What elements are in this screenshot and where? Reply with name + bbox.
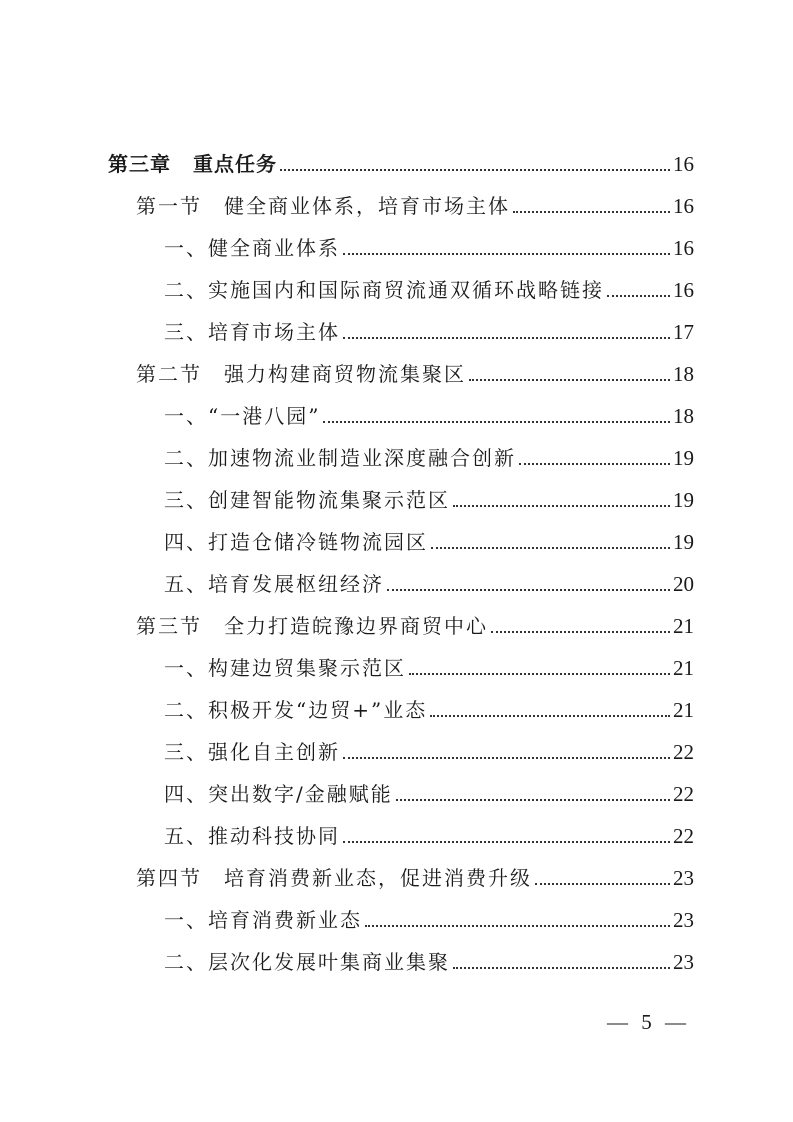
- toc-item-label: 一、构建边贸集聚示范区: [164, 656, 406, 680]
- toc-item-row[interactable]: [164, 479, 694, 513]
- toc-section-label: 第二节 强力构建商贸物流集聚区: [136, 362, 466, 386]
- dot-leader: [431, 547, 670, 549]
- toc-item-label: 三、强化自主创新: [164, 740, 340, 764]
- dot-leader: [280, 169, 670, 171]
- toc-page-number: 22: [673, 782, 694, 806]
- toc-item-row[interactable]: [164, 899, 694, 933]
- toc-page-number: 19: [673, 488, 694, 512]
- toc-item-label: 二、实施国内和国际商贸流通双循环战略链接: [164, 278, 604, 302]
- toc-item-label: 三、培育市场主体: [164, 320, 340, 344]
- dot-leader: [491, 631, 670, 633]
- toc-item-label: 二、积极开发“边贸+”业态: [164, 698, 428, 722]
- toc-page-number: 16: [673, 152, 694, 176]
- toc-item-label: 一、“一港八园”: [164, 404, 321, 428]
- toc-page-number: 23: [673, 950, 694, 974]
- dot-leader: [343, 757, 670, 759]
- toc-page-number: 20: [673, 572, 694, 596]
- toc-chapter-row[interactable]: [108, 143, 694, 177]
- dot-leader: [343, 841, 670, 843]
- dot-leader: [409, 673, 670, 675]
- toc-item-label: 二、层次化发展叶集商业集聚: [164, 950, 450, 974]
- toc-section-label: 第三节 全力打造皖豫边界商贸中心: [136, 614, 488, 638]
- toc-page-number: 21: [673, 698, 694, 722]
- toc-item-label: 三、创建智能物流集聚示范区: [164, 488, 450, 512]
- toc-page-number: 16: [673, 278, 694, 302]
- dot-leader: [519, 463, 670, 465]
- dot-leader: [343, 253, 670, 255]
- toc-page-number: 19: [673, 446, 694, 470]
- toc-page-number: 18: [673, 362, 694, 386]
- toc-item-row[interactable]: [164, 521, 694, 555]
- toc-section-row[interactable]: [136, 857, 694, 891]
- toc-item-label: 四、突出数字/金融赋能: [164, 782, 393, 806]
- dot-leader: [396, 799, 670, 801]
- dot-leader: [607, 295, 670, 297]
- toc-page-number: 17: [673, 320, 694, 344]
- toc-item-row[interactable]: [164, 311, 694, 345]
- toc-page-number: 21: [673, 656, 694, 680]
- toc-item-label: 二、加速物流业制造业深度融合创新: [164, 446, 516, 470]
- toc-item-label: 一、培育消费新业态: [164, 908, 362, 932]
- toc-item-row[interactable]: [164, 731, 694, 765]
- toc-page-number: 16: [673, 236, 694, 260]
- dot-leader: [387, 589, 670, 591]
- toc-section-row[interactable]: [136, 185, 694, 219]
- toc-item-row[interactable]: [164, 689, 694, 723]
- toc-item-label: 五、培育发展枢纽经济: [164, 572, 384, 596]
- dot-leader: [343, 337, 670, 339]
- dot-leader: [513, 211, 670, 213]
- toc-page-number: 22: [673, 824, 694, 848]
- dot-leader: [430, 715, 670, 717]
- page-footer-number: — 5 —: [607, 1010, 690, 1034]
- toc-item-label: 一、健全商业体系: [164, 236, 340, 260]
- toc-section-label: 第一节 健全商业体系，培育市场主体: [136, 194, 510, 218]
- toc-page-number: 16: [673, 194, 694, 218]
- toc-page-number: 19: [673, 530, 694, 554]
- toc-section-row[interactable]: [136, 605, 694, 639]
- toc-page-number: 18: [673, 404, 694, 428]
- toc-item-row[interactable]: [164, 395, 694, 429]
- dot-leader: [323, 421, 670, 423]
- dot-leader: [469, 379, 670, 381]
- toc-item-row[interactable]: [164, 227, 694, 261]
- toc-item-row[interactable]: [164, 647, 694, 681]
- toc-page-number: 23: [673, 908, 694, 932]
- toc-page-number: 23: [673, 866, 694, 890]
- toc-item-label: 四、打造仓储冷链物流园区: [164, 530, 428, 554]
- toc-item-label: 五、推动科技协同: [164, 824, 340, 848]
- toc-item-row[interactable]: [164, 815, 694, 849]
- toc-section-label: 第四节 培育消费新业态，促进消费升级: [136, 866, 532, 890]
- toc-item-row[interactable]: [164, 269, 694, 303]
- toc-page-number: 22: [673, 740, 694, 764]
- toc-page-number: 21: [673, 614, 694, 638]
- dot-leader: [453, 505, 670, 507]
- toc-item-row[interactable]: [164, 437, 694, 471]
- toc-section-row[interactable]: [136, 353, 694, 387]
- toc-item-row[interactable]: [164, 773, 694, 807]
- dot-leader: [453, 967, 670, 969]
- dot-leader: [365, 925, 670, 927]
- toc-item-row[interactable]: [164, 563, 694, 597]
- toc-item-row[interactable]: [164, 941, 694, 975]
- toc-chapter-label: 第三章 重点任务: [108, 152, 277, 176]
- dot-leader: [535, 883, 670, 885]
